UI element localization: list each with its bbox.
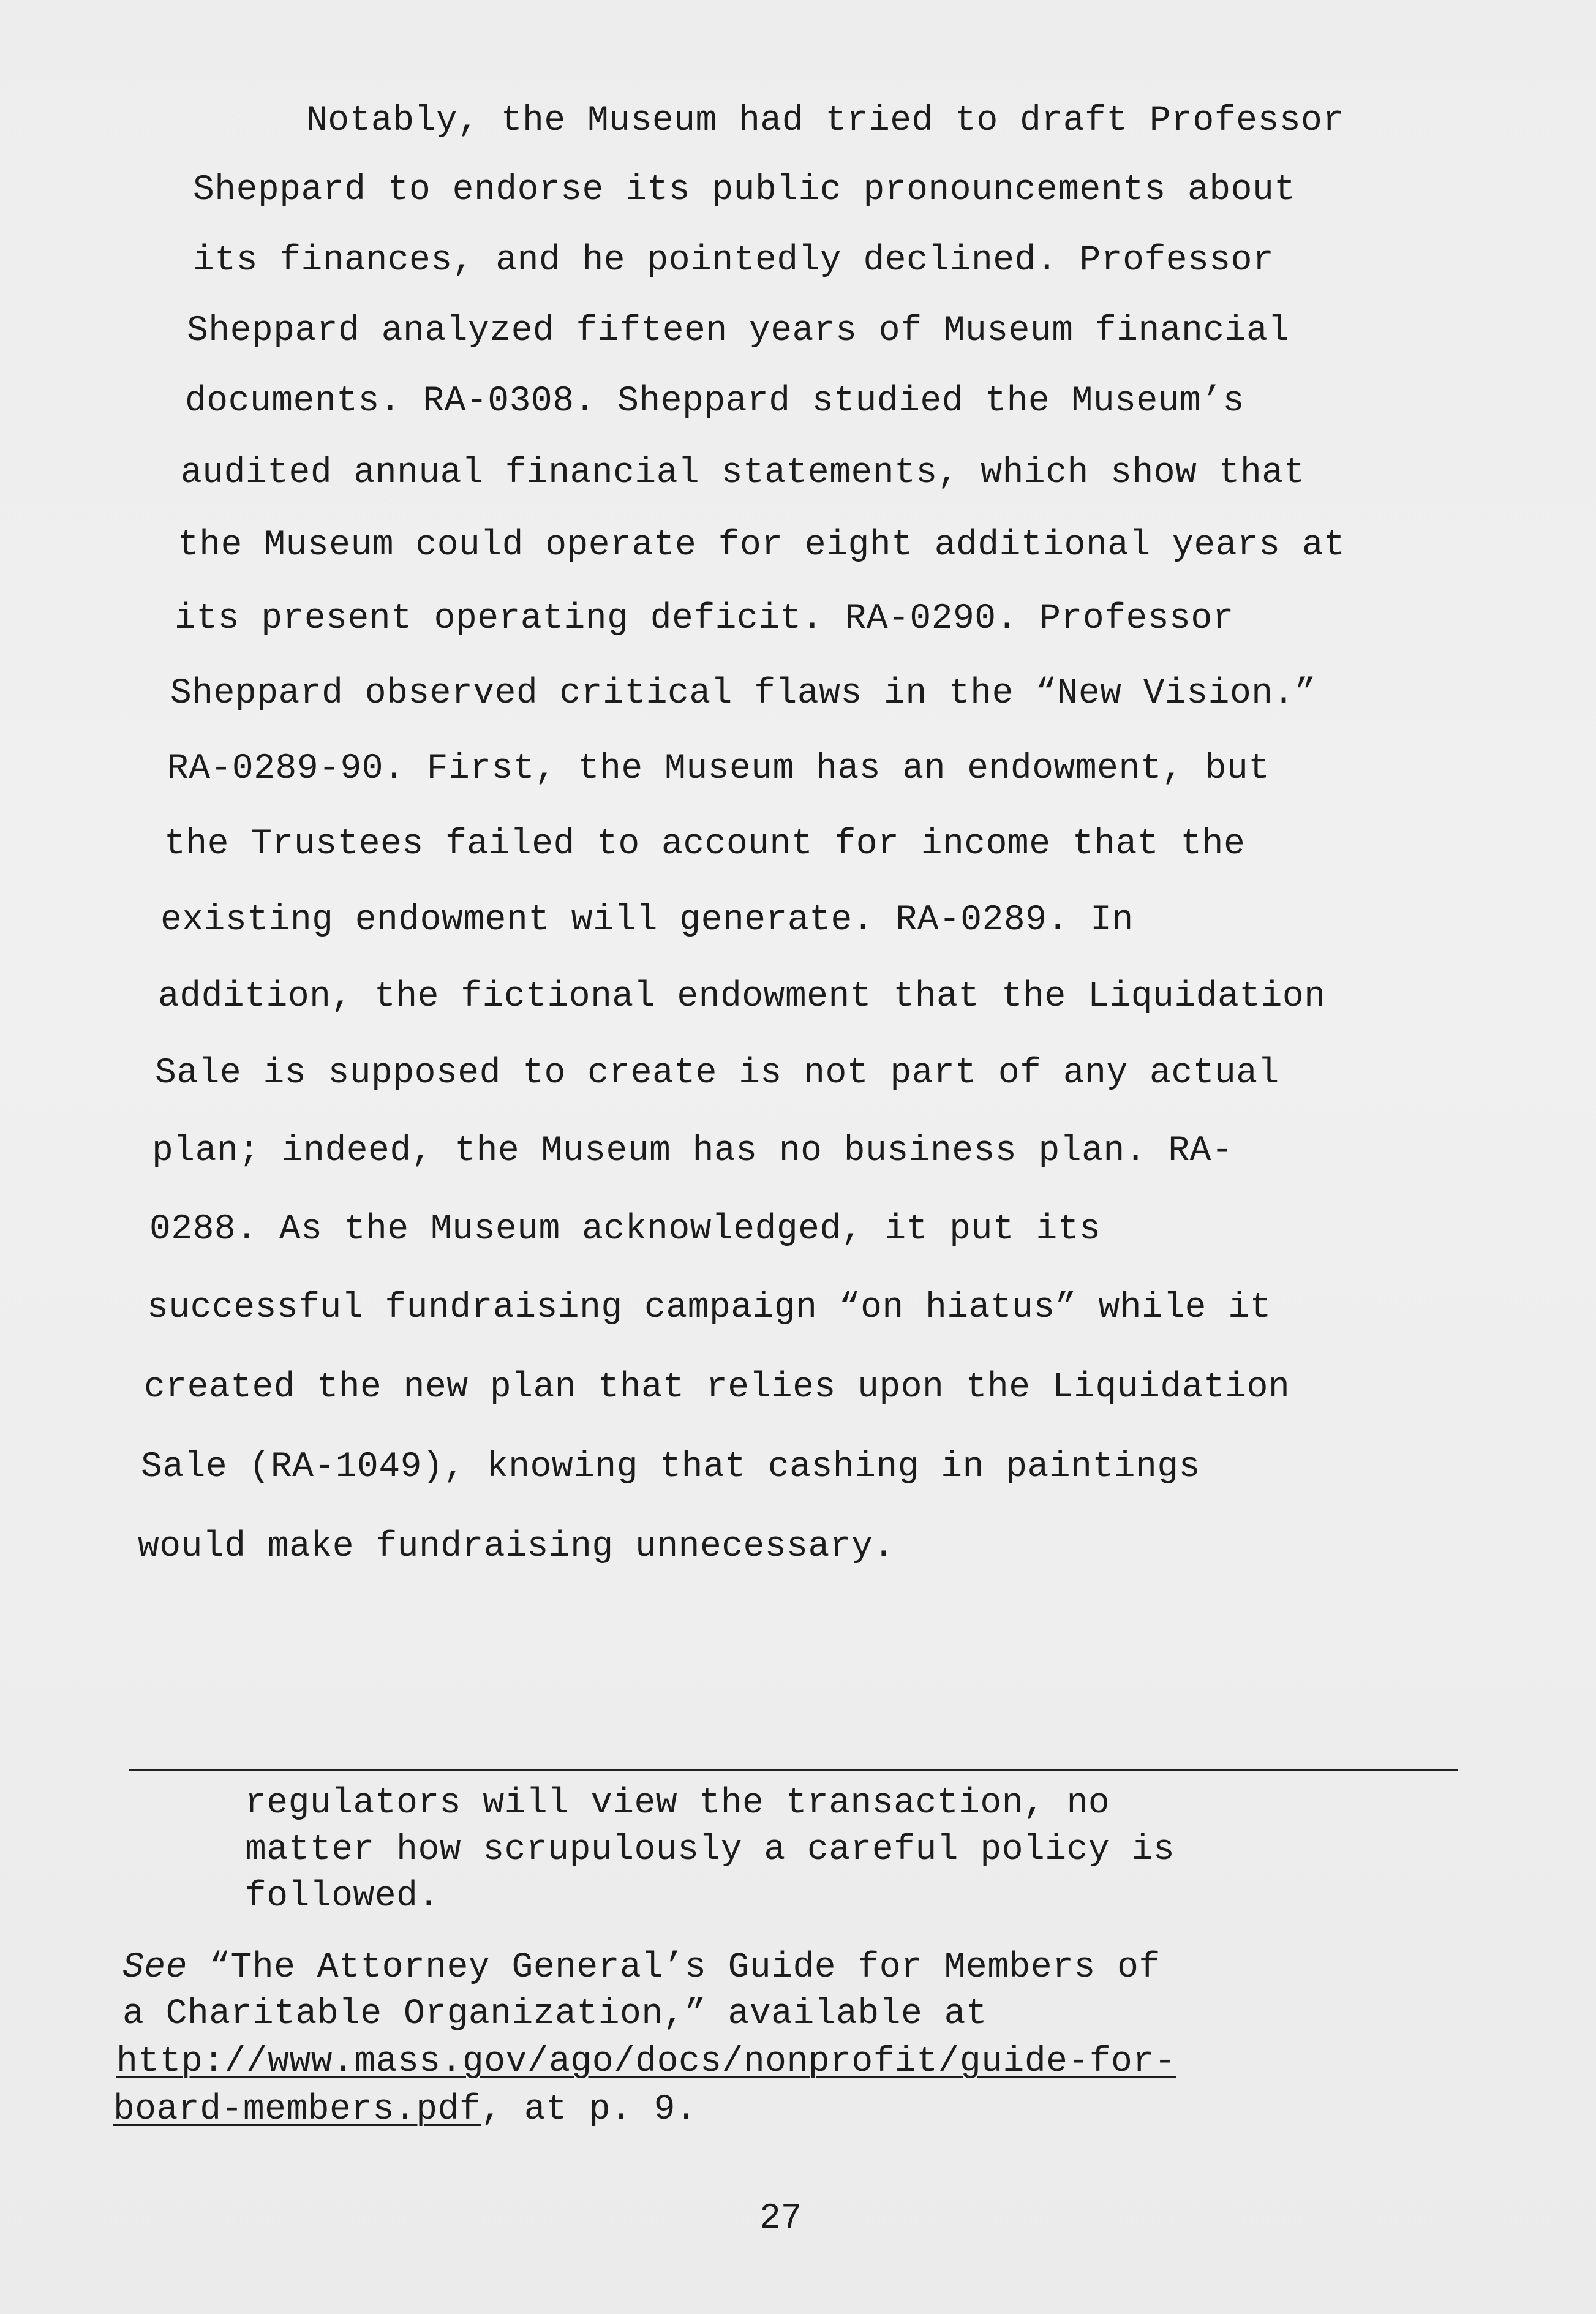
body-line: audited annual financial statements, which show that — [181, 453, 1305, 493]
body-line: Sheppard observed critical flaws in the “New Vision.” — [170, 674, 1317, 714]
body-line: its present operating deficit. RA-0290. Professor — [175, 599, 1234, 639]
citation-text: “The Attorney General’s Guide for Members of — [187, 1948, 1161, 1988]
footnote-quote-line: followed. — [245, 1877, 440, 1916]
footnote-divider — [129, 1769, 1458, 1771]
footnote-url-link-continued[interactable]: board-members.pdf — [113, 2090, 481, 2130]
footnote-url-line — [113, 2090, 697, 2130]
body-line: RA-0289-90. First, the Museum has an endowment, but — [167, 749, 1270, 789]
body-line: Sale is supposed to create is not part of any actual — [155, 1053, 1279, 1093]
see-signal: See — [122, 1948, 187, 1988]
body-line: Notably, the Museum had tried to draft Professor — [306, 101, 1344, 141]
page-number: 27 — [759, 2199, 802, 2239]
citation-tail: , at p. 9. — [481, 2090, 698, 2130]
body-line: Sheppard analyzed fifteen years of Museum financial — [187, 311, 1290, 351]
body-line: documents. RA-0308. Sheppard studied the Museum’s — [185, 382, 1244, 421]
footnote-quote-line: regulators will view the transaction, no — [245, 1784, 1110, 1823]
body-line: 0288. As the Museum acknowledged, it put its — [149, 1210, 1101, 1249]
footnote-url-link[interactable]: http://www.mass.gov/ago/docs/nonprofit/guide-for- — [116, 2042, 1176, 2082]
body-line: Sale (RA-1049), knowing that cashing in paintings — [141, 1447, 1200, 1487]
body-line: its finances, and he pointedly declined. Professor — [193, 241, 1274, 281]
body-line: Sheppard to endorse its public pronouncements about — [193, 170, 1296, 210]
bleed-through-texture — [104, 159, 127, 199]
footnote-citation-line: a Charitable Organization,” available at — [122, 1994, 988, 2034]
footnote-url-line — [116, 2042, 1176, 2082]
footnote-citation-line — [122, 1948, 1161, 1988]
body-line: successful fundraising campaign “on hiatus” while it — [147, 1288, 1271, 1328]
body-line: the Museum could operate for eight additional years at — [178, 526, 1346, 565]
body-line: plan; indeed, the Museum has no business plan. RA- — [152, 1131, 1233, 1171]
body-line: addition, the fictional endowment that the Liquidation — [158, 977, 1326, 1017]
footnote-quote-line: matter how scrupulously a careful policy is — [245, 1830, 1175, 1870]
body-line: the Trustees failed to account for income that the — [164, 824, 1246, 864]
body-line: created the new plan that relies upon the Liquidation — [144, 1368, 1290, 1408]
body-line: existing endowment will generate. RA-0289. In — [160, 900, 1134, 940]
body-line: would make fundraising unnecessary. — [138, 1527, 895, 1567]
